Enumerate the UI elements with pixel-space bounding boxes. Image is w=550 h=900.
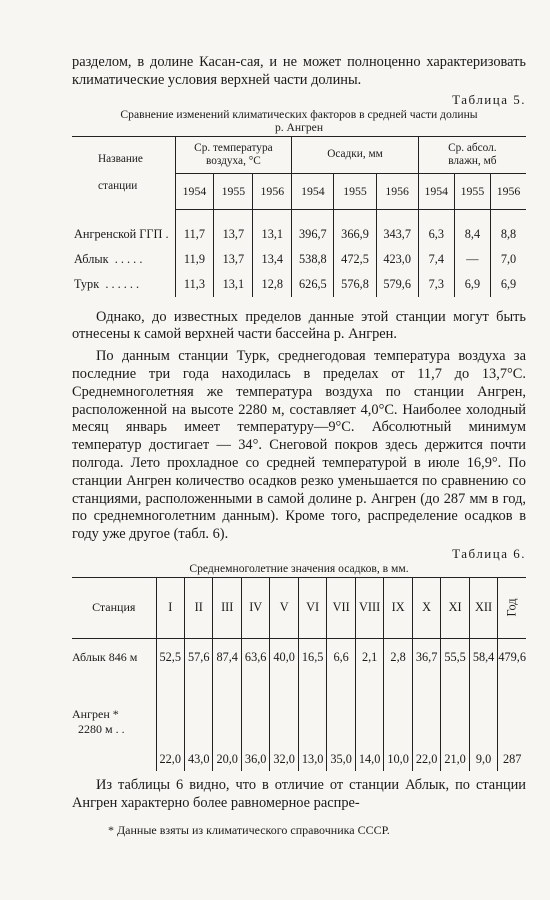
table-row: Ангренской ГГП . 11,7 13,7 13,1 396,7 366,9 343,7 6,3 8,4 8,8	[72, 222, 526, 247]
table5-col-station: Название станции	[72, 136, 175, 209]
table6-header-row: Станция I II III IV V VI VII VIII IX X XI XII Год	[72, 577, 526, 638]
table5-station-name: Турк . . . . . .	[74, 276, 140, 291]
table6-col-year: Год	[498, 577, 526, 638]
table5-year: 1954	[292, 173, 334, 209]
table5-station-name: Аблык . . . . .	[74, 251, 143, 266]
table6-caption: Таблица 6.	[452, 545, 526, 561]
table5-group-temp: Ср. температура воздуха, °С	[175, 136, 292, 173]
table5-year: 1956	[376, 173, 418, 209]
table-row: Турк . . . . . . 11,3 13,1 12,8 626,5 576,8 579,6 7,3 6,9 6,9	[72, 272, 526, 297]
table5-station-name: Ангренской ГГП .	[74, 226, 169, 241]
table5-caption: Таблица 5.	[452, 91, 526, 107]
paragraph-4: Из таблицы 6 видно, что в отличие от станции Аблык, по станции Ангрен характерно более равномерное распре-	[72, 776, 526, 811]
table5-title: Сравнение изменений климатических факторов в средней части долины р. Ангрен	[120, 107, 478, 134]
paragraph-intro: разделом, в долине Касан-сая, и не может полноценно характеризовать климатические условия верхней части долины.	[72, 54, 526, 88]
table5-group-precip: Осадки, мм	[292, 136, 418, 173]
table5-year: 1956	[491, 173, 527, 209]
table5-year: 1955	[334, 173, 376, 209]
table6	[72, 577, 526, 771]
table5-year: 1954	[175, 173, 214, 209]
table6-title: Среднемноголетние значения осадков, в мм.	[189, 561, 409, 575]
table6-station-name: Аблык 846 м	[72, 650, 138, 665]
footnote: * Данные взяты из климатического справочника СССР.	[108, 822, 390, 837]
paragraph-3: По данным станции Турк, среднегодовая температура воздуха за последние три года находилась в пределах от 11,7 до 13,7°С. Среднемноголетняя же температура воздуха по станции Ангрен, расположенной на высоте 2280 м, составляет 4,0°С. Наиболее холодный месяц январь имеет температуру—9°С. Абсолютный минимум температур достигает — 34°. Снеговой покров здесь держится почти полгода. Лето прохладное со средней температурой в июле 16,9°. По станции Ангрен количество осадков резко уменьшается по сравнению со станциями, расположенными в самой долине р. Ангрен (до 287 мм в год, по среднемноголетним данным). Кроме того, распределение осадков в году уже другое (табл. 6).	[72, 348, 526, 543]
table5-year: 1956	[253, 173, 292, 209]
table5-year: 1954	[418, 173, 454, 209]
table-row: Аблык . . . . . 11,9 13,7 13,4 538,8 472,5 423,0 7,4 — 7,0	[72, 247, 526, 272]
document-page	[72, 54, 526, 838]
table6-station-name: Ангрен * 2280 м . .	[72, 706, 125, 736]
table6-col-station: Станция	[72, 577, 156, 638]
table5	[72, 136, 526, 297]
table-row: Аблык 846 м 52,5 57,6 87,4 63,6 40,0 16,5 6,6 2,1 2,8 36,7 55,5 58,4 479,6	[72, 638, 526, 677]
table-row: Ангрен * 2280 м . . 22,0 43,0 20,0 36,0 32,0 13,0 35,0 14,0 10,0 22,0 21,0 9,0 287	[72, 677, 526, 771]
table5-group-humidity: Ср. абсол. влажн, мб	[418, 136, 526, 173]
paragraph-2: Однако, до известных пределов данные этой станции могут быть отнесены к самой верхней части бассейна р. Ангрен.	[72, 308, 526, 343]
table5-year: 1955	[214, 173, 253, 209]
table5-year: 1955	[454, 173, 490, 209]
